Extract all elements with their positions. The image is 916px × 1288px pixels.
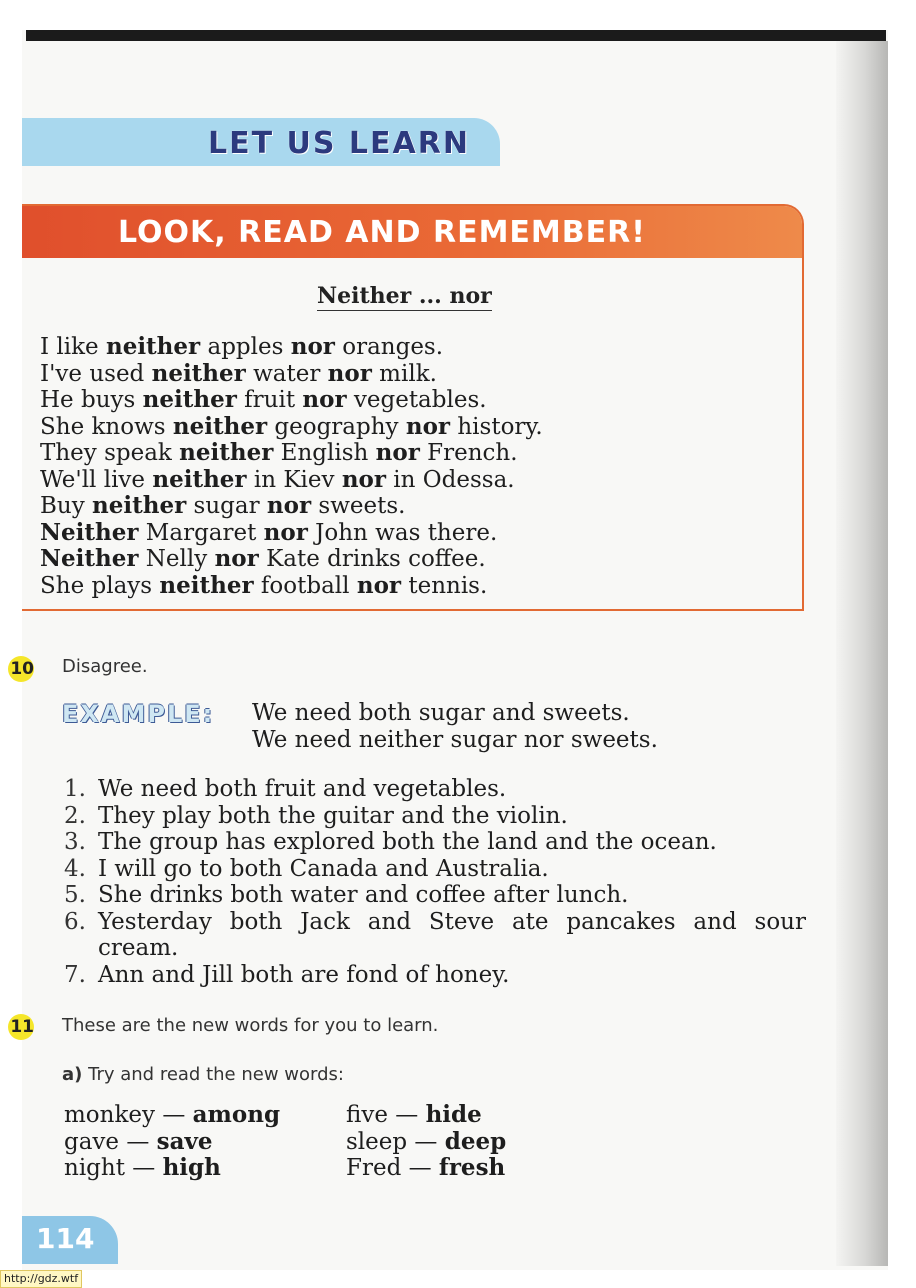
keyword: neither xyxy=(142,386,237,413)
item-number: 2. xyxy=(64,802,86,829)
sentence-text: She knows xyxy=(40,413,173,440)
sentence-text: oranges. xyxy=(334,334,444,360)
keyword: nor xyxy=(266,492,312,519)
rule-box-heading-text: LOOK, READ AND REMEMBER! xyxy=(118,215,646,250)
item-text: She drinks both water and coffee after lunch. xyxy=(98,882,629,908)
item-number: 7. xyxy=(64,961,86,988)
rule-sentence xyxy=(40,387,543,414)
sentence-text: football xyxy=(253,572,357,599)
word-plain: five — xyxy=(346,1102,426,1128)
sentence-text: Nelly xyxy=(138,546,215,572)
rule-sentence xyxy=(40,361,543,388)
sentence-text: in Kiev xyxy=(246,466,342,493)
word-bold: save xyxy=(156,1127,213,1155)
exercise-item xyxy=(64,776,806,803)
item-text: Ann and Jill both are fond of honey. xyxy=(98,961,510,988)
source-watermark: http://gdz.wtf xyxy=(0,1270,82,1288)
sentence-text: water xyxy=(245,360,328,387)
rule-sentence xyxy=(40,493,543,520)
keyword: nor xyxy=(327,359,372,387)
sentence-text: sugar xyxy=(186,493,267,519)
word-pair xyxy=(346,1155,506,1182)
word-pair xyxy=(64,1102,280,1129)
item-number: 6. xyxy=(64,908,86,935)
subtask-label: a) xyxy=(62,1064,83,1085)
sentence-text: Kate drinks coffee. xyxy=(258,546,486,572)
sentence-text: I've used xyxy=(40,360,152,387)
sentence-text: I like xyxy=(40,334,106,360)
keyword: neither xyxy=(172,412,268,440)
keyword: nor xyxy=(356,571,402,599)
exercise-11-instruction: These are the new words for you to learn. xyxy=(62,1015,439,1036)
exercise-10-instruction: Disagree. xyxy=(62,656,148,677)
word-bold: fresh xyxy=(438,1154,506,1181)
item-text-continuation: cream. xyxy=(98,935,179,961)
exercise-10-items xyxy=(64,776,806,988)
subtask-instruction: Try and read the new words: xyxy=(88,1064,344,1085)
keyword: nor xyxy=(405,412,451,440)
rule-sentence xyxy=(40,546,543,573)
sentence-text: tennis. xyxy=(401,572,488,599)
sentence-text: Buy xyxy=(40,493,93,519)
item-text: We need both fruit and vegetables. xyxy=(98,776,507,802)
word-pair xyxy=(64,1155,280,1182)
word-bold: high xyxy=(162,1154,221,1181)
word-bold: deep xyxy=(444,1127,507,1155)
sentence-text: fruit xyxy=(236,387,303,413)
keyword: nor xyxy=(302,386,347,413)
sentence-text: She plays xyxy=(40,572,160,599)
exercise-item xyxy=(64,803,806,830)
word-plain: sleep — xyxy=(346,1128,445,1155)
exercise-11-number: 11 xyxy=(8,1014,34,1040)
keyword: Neither xyxy=(40,545,139,572)
sentence-text: French. xyxy=(419,440,518,466)
keyword: nor xyxy=(290,333,335,360)
sentence-text: English xyxy=(273,440,376,466)
sentence-text: He buys xyxy=(40,387,143,413)
sentence-text: apples xyxy=(200,334,291,360)
page-number-tab xyxy=(22,1216,118,1264)
sentence-text: John was there. xyxy=(307,519,498,546)
rule-sentence xyxy=(40,440,543,467)
word-pair xyxy=(64,1129,280,1156)
keyword: nor xyxy=(375,439,420,466)
keyword: nor xyxy=(341,465,386,493)
exercise-item xyxy=(64,962,806,989)
item-number: 1. xyxy=(64,776,86,802)
word-pair xyxy=(346,1129,506,1156)
item-text-line: Yesterday both Jack and Steve ate pancakes and sour xyxy=(98,908,806,935)
page-gutter-shadow xyxy=(836,41,888,1266)
word-plain: night — xyxy=(64,1155,163,1181)
keyword: Neither xyxy=(40,518,139,546)
rule-sentence xyxy=(40,520,543,547)
sentence-text: vegetables. xyxy=(346,387,487,413)
word-bold: hide xyxy=(425,1101,482,1128)
word-bold: among xyxy=(192,1101,281,1128)
keyword: nor xyxy=(263,518,308,546)
keyword: nor xyxy=(214,545,259,572)
exercise-item xyxy=(64,829,806,856)
item-number: 4. xyxy=(64,855,86,882)
exercise-item xyxy=(64,856,806,883)
rule-title: Neither ... nor xyxy=(317,283,492,309)
item-number: 3. xyxy=(64,829,86,855)
keyword: neither xyxy=(92,492,187,519)
rule-sentence xyxy=(40,467,543,494)
keyword: neither xyxy=(105,333,201,360)
keyword: neither xyxy=(179,439,274,466)
item-number: 5. xyxy=(64,882,86,908)
scan-top-edge xyxy=(26,30,886,41)
sentence-text: milk. xyxy=(371,360,437,387)
rule-sentence xyxy=(40,414,543,441)
word-plain: gave — xyxy=(64,1128,157,1155)
item-text: They play both the guitar and the violin. xyxy=(98,802,568,829)
exercise-item xyxy=(64,882,806,909)
word-pairs-right xyxy=(346,1102,506,1182)
item-text: I will go to both Canada and Australia. xyxy=(98,855,549,882)
exercise-11-subtask xyxy=(62,1064,344,1085)
exercise-item xyxy=(64,909,806,962)
keyword: neither xyxy=(151,359,246,387)
page-number: 114 xyxy=(36,1222,95,1255)
sentence-text: history. xyxy=(450,413,543,440)
keyword: neither xyxy=(152,465,247,493)
section-banner-title: LET US LEARN xyxy=(208,126,470,161)
item-text: The group has explored both the land and the ocean. xyxy=(98,829,717,855)
example-line: We need neither sugar nor sweets. xyxy=(252,727,658,753)
sentence-text: Margaret xyxy=(138,519,264,546)
sentence-text: geography xyxy=(267,413,406,440)
word-plain: monkey — xyxy=(64,1102,193,1128)
sentence-text: sweets. xyxy=(311,493,406,519)
example-line: We need both sugar and sweets. xyxy=(252,700,630,726)
rule-sentences xyxy=(40,334,543,599)
example-label: EXAMPLE: xyxy=(62,700,215,728)
word-pairs-left xyxy=(64,1102,280,1182)
section-banner xyxy=(22,118,500,166)
sentence-text: in Odessa. xyxy=(386,466,515,493)
rule-sentence xyxy=(40,334,543,361)
word-plain: Fred — xyxy=(346,1155,439,1181)
item-text xyxy=(98,909,806,962)
word-pair xyxy=(346,1102,506,1129)
rule-box-heading xyxy=(22,206,802,258)
sentence-text: They speak xyxy=(40,440,180,466)
keyword: neither xyxy=(159,571,254,599)
rule-sentence xyxy=(40,573,543,600)
exercise-10-number: 10 xyxy=(8,656,34,682)
sentence-text: We'll live xyxy=(40,466,153,493)
example-lines xyxy=(252,700,658,754)
